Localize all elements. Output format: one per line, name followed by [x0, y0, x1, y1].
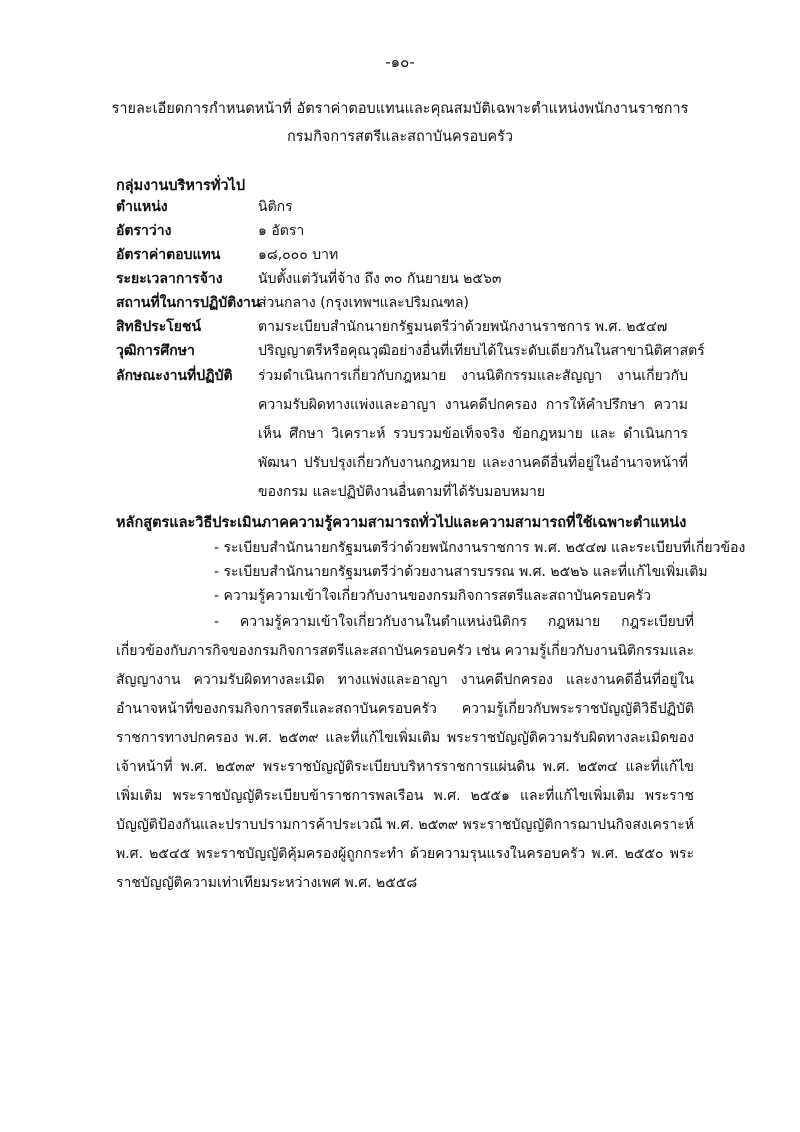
info-value: ๑๘,๐๐๐ บาท — [258, 247, 339, 263]
info-label: ตำแหน่ง — [116, 199, 168, 215]
info-value: ปริญญาตรีหรือคุณวุฒิอย่างอื่นที่เทียบได้ในระดับเดียวกันในสาขานิติศาสตร์ — [258, 343, 705, 359]
duties-description: ร่วมดำเนินการเกี่ยวกับกฎหมาย งานนิติกรรมและสัญญา งานเกี่ยวกับความรับผิดทางแพ่งและอาญา งานคดีปกครอง การให้คำปรึกษา ความเห็น ศึกษา วิเคราะห์ รวบรวมข้อเท็จจริง ข้อกฎหมาย และ ดำเนินการ พัฒนา ปรับปรุงเกี่ยวกับงานกฎหมาย และงานคดีอื่นที่อยู่ในอำนาจหน้าที่ของกรม และปฏิบัติงานอื่นตามที่ได้รับมอบหมาย — [258, 368, 688, 500]
info-label: สถานที่ในการปฏิบัติงาน — [116, 295, 261, 311]
assessment-bullet: - ระเบียบสำนักนายกรัฐมนตรีว่าด้วยงานสารบรรณ พ.ศ. ๒๕๒๖ และที่แก้ไขเพิ่มเติม — [214, 564, 708, 580]
assessment-bullet: - ระเบียบสำนักนายกรัฐมนตรีว่าด้วยพนักงานราชการ พ.ศ. ๒๕๔๗ และระเบียบที่เกี่ยวข้อง — [214, 540, 746, 556]
info-label: อัตราค่าตอบแทน — [116, 247, 221, 263]
info-label: ลักษณะงานที่ปฏิบัติ — [116, 368, 233, 384]
info-value: นับตั้งแต่วันที่จ้าง ถึง ๓๐ กันยายน ๒๕๖๓ — [258, 271, 502, 287]
info-value: นิติกร — [258, 199, 293, 215]
info-label: สิทธิประโยชน์ — [116, 319, 202, 335]
info-label: วุฒิการศึกษา — [116, 343, 195, 359]
assessment-bullet: - ความรู้ความเข้าใจเกี่ยวกับงานของกรมกิจการสตรีและสถาบันครอบครัว — [214, 588, 651, 604]
info-value: ส่วนกลาง (กรุงเทพฯและปริมณฑล) — [258, 295, 469, 311]
page-number: -๑๐- — [385, 53, 415, 71]
assessment-paragraph: - ความรู้ความเข้าใจเกี่ยวกับงานในตำแหน่งนิติกร กฎหมาย กฎระเบียบที่เกี่ยวข้องกับภารกิจของกรมกิจการสตรีและสถาบันครอบครัว เช่น ความรู้เกี่ยวกับงานนิติกรรมและสัญญางาน ความรับผิดทางละเมิด ทางแพ่งและอาญา งานคดีปกครอง และงานคดีอื่นที่อยู่ในอำนาจหน้าที่ของกรมกิจการสตรีและสถาบันครอบครัว ความรู้เกี่ยวกับพระราชบัญญัติวิธีปฏิบัติราชการทางปกครอง พ.ศ. ๒๕๓๙ และที่แก้ไขเพิ่มเติม พระราชบัญญัติความรับผิดทางละเมิดของเจ้าหน้าที่ พ.ศ. ๒๕๓๙ พระราชบัญญัติระเบียบบริหารราชการแผ่นดิน พ.ศ. ๒๕๓๔ และที่แก้ไขเพิ่มเติม พระราชบัญญัติระเบียบข้าราชการพลเรือน พ.ศ. ๒๕๕๑ และที่แก้ไขเพิ่มเติม พระราชบัญญัติป้องกันและปราบปรามการค้าประเวณี พ.ศ. ๒๕๓๙ พระราชบัญญัติการฌาปนกิจสงเคราะห์ พ.ศ. ๒๕๔๕ พระราชบัญญัติคุ้มครองผู้ถูกกระทำ ด้วยความรุนแรงในครอบครัว พ.ศ. ๒๕๕๐ พระราชบัญญัติความเท่าเทียมระหว่างเพศ พ.ศ. ๒๕๕๘ — [116, 614, 694, 891]
info-label: ระยะเวลาการจ้าง — [116, 271, 223, 287]
info-value: ๑ อัตรา — [258, 223, 305, 239]
info-value: ตามระเบียบสำนักนายกรัฐมนตรีว่าด้วยพนักงานราชการ พ.ศ. ๒๕๔๗ — [258, 319, 668, 335]
group-heading: กลุ่มงานบริหารทั่วไป — [116, 178, 246, 194]
document-title-line-1: รายละเอียดการกำหนดหน้าที่ อัตราค่าตอบแทนและคุณสมบัติเฉพาะตำแหน่งพนักงานราชการ — [111, 101, 689, 117]
info-label: อัตราว่าง — [116, 223, 172, 239]
document-title-line-2: กรมกิจการสตรีและสถาบันครอบครัว — [286, 129, 514, 145]
assessment-heading: หลักสูตรและวิธีประเมินภาคความรู้ความสามารถทั่วไปและความสามารถที่ใช้เฉพาะตำแหน่ง — [116, 515, 687, 531]
